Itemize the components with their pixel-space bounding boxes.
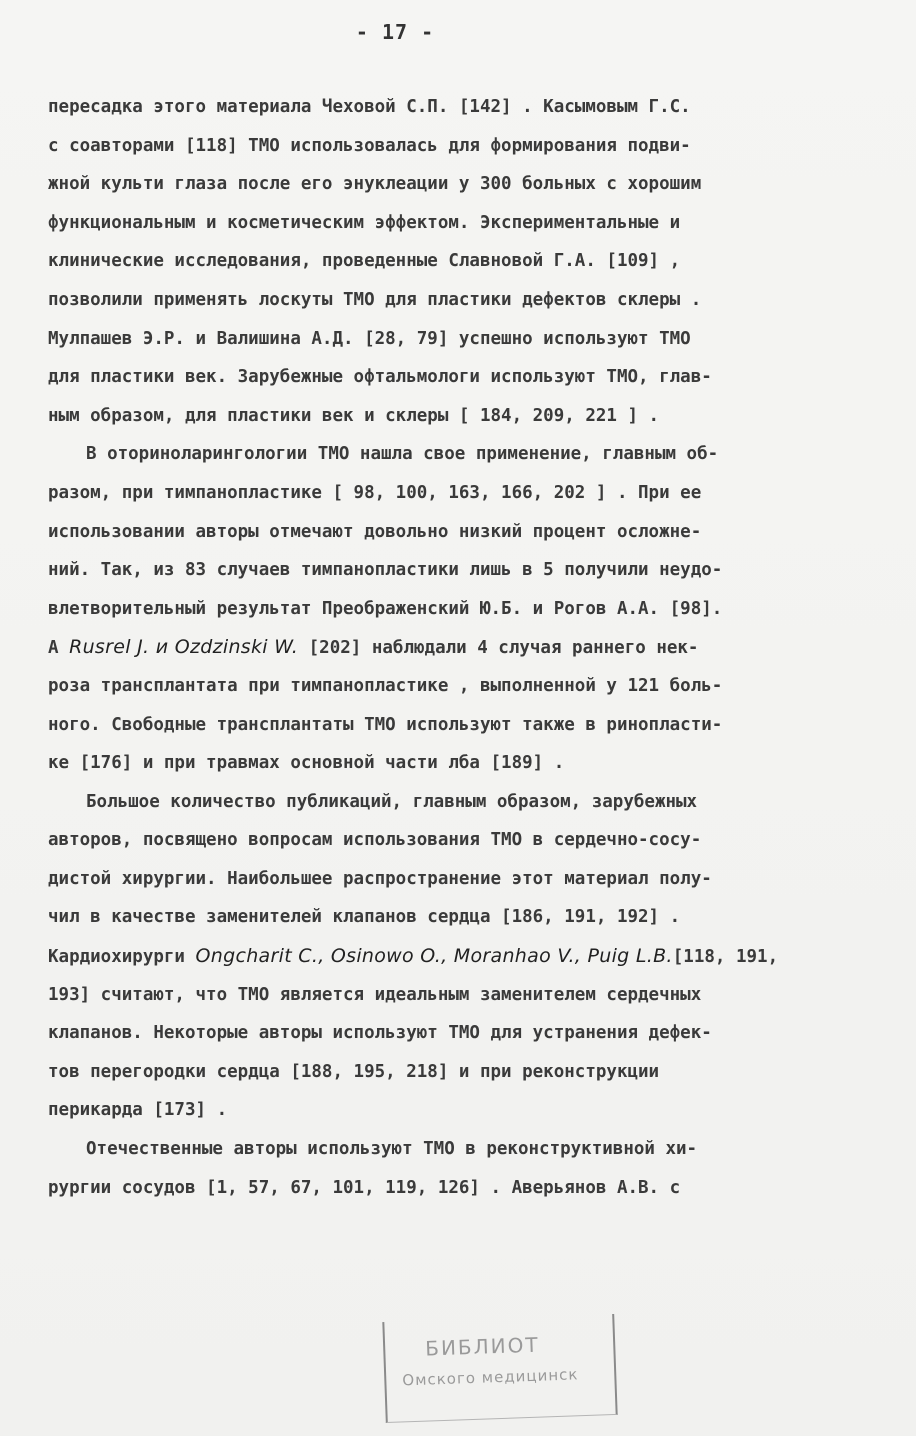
text-line: пересадка этого материала Чеховой С.П. [142] . Касымовым Г.С. [48, 97, 691, 117]
line-text: [118, 191, [672, 947, 779, 968]
text-line [48, 628, 868, 667]
text-line: перикарда [173] . [48, 1100, 228, 1121]
line-prefix: Кардиохирурги [48, 947, 196, 968]
text-line: жной культи глаза после его энуклеации у 300 больных с хорошим [48, 174, 702, 195]
library-stamp [382, 1314, 617, 1423]
text-line: влетворительный результат Преображенский Ю.Б. и Рогов А.А. [98]. [48, 598, 723, 619]
body-text [48, 88, 868, 1207]
text-line: с соавторами [118] ТМО использовалась для формирования подви- [48, 135, 691, 156]
text-line: роза трансплантата при тимпанопластике , выполненной у 121 боль- [48, 675, 723, 696]
page-number: - 17 - [355, 20, 435, 44]
text-line: тов перегородки сердца [188, 195, 218] и при реконструкции [48, 1061, 660, 1082]
text-line: рургии сосудов [1, 57, 67, 101, 119, 126] . Аверьянов А.В. с [48, 1177, 681, 1198]
stamp-line-2: Омского медицинск [402, 1365, 579, 1390]
line-prefix: A [48, 638, 70, 659]
text-line: клинические исследования, проведенные Славновой Г.А. [109] , [48, 251, 681, 272]
text-line: использовании авторы отмечают довольно низкий процент осложне- [48, 521, 702, 542]
stamp-line-1: БИБЛИОТ [424, 1332, 540, 1361]
handwritten-names: Rusrel J. и Ozdzinski W. [69, 636, 299, 659]
text-line: клапанов. Некоторые авторы используют ТМО для устранения дефек- [48, 1023, 712, 1044]
text-line: для пластики век. Зарубежные офтальмологи используют ТМО, глав- [48, 367, 712, 388]
line-after: [202] [298, 638, 372, 659]
text-line: разом, при тимпанопластике [ 98, 100, 163, 166, 202 ] . При ее [48, 482, 702, 503]
text-line: функциональным и косметическим эффектом. Экспериментальные и [48, 212, 681, 233]
text-line: Мулпашев Э.Р. и Валишина А.Д. [28, 79] успешно используют ТМО [48, 328, 691, 349]
text-line: ке [176] и при травмах основной части лба [189] . [48, 753, 565, 774]
text-line: чил в качестве заменителей клапанов сердца [186, 191, 192] . [48, 907, 681, 928]
text-line: 193] считают, что ТМО является идеальным заменителем сердечных [48, 984, 702, 1005]
text-line: дистой хирургии. Наибольшее распространение этот материал полу- [48, 868, 712, 889]
text-line: позволили применять лоскуты ТМО для пластики дефектов склеры . [48, 289, 702, 310]
text-line: ным образом, для пластики век и склеры [ 184, 209, 221 ] . [48, 405, 660, 426]
text-line: Отечественные авторы используют ТМО в реконструктивной хи- [86, 1139, 698, 1160]
text-line: ний. Так, из 83 случаев тимпанопластики лишь в 5 получили неудо- [48, 560, 723, 581]
text-line: В оториноларингологии ТМО нашла свое применение, главным об- [86, 444, 719, 465]
text-line: ного. Свободные трансплантаты ТМО используют также в ринопласти- [48, 714, 723, 735]
line-text: наблюдали 4 случая раннего нек- [371, 638, 699, 659]
text-line: Большое количество публикаций, главным образом, зарубежных [86, 791, 698, 812]
text-line: авторов, посвящено вопросам использования ТМО в сердечно-сосу- [48, 830, 702, 851]
text-line [48, 937, 868, 976]
handwritten-names: Ongcharit C., Osinowo O., Moranhao V., Puig L.B. [195, 945, 673, 968]
